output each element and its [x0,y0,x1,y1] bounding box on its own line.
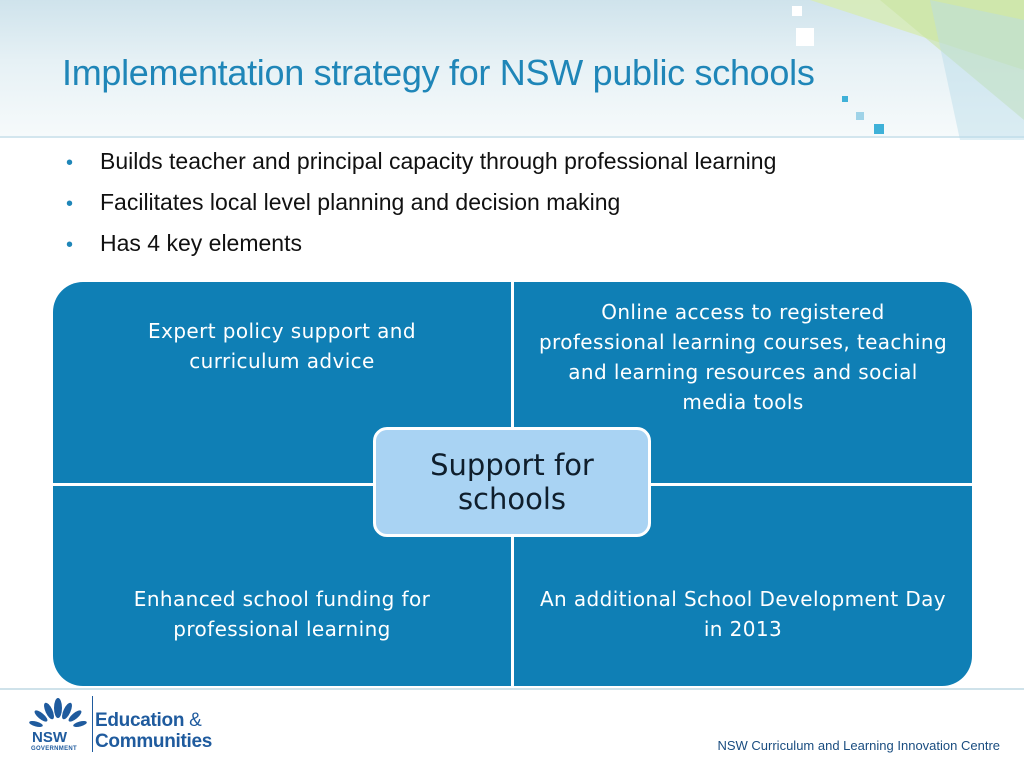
bullet-text: Facilitates local level planning and decision making [100,189,621,215]
logo-government-text: GOVERNMENT [31,746,78,752]
logo-nsw-text: NSW [32,729,67,746]
bullet-list [66,148,776,271]
center-box [373,427,651,537]
logo-ampersand: & [189,710,202,731]
quadrant-text: Expert policy support and curriculum advice [148,319,416,373]
footer-divider [0,688,1024,690]
quadrant-text: Online access to registered professional learning courses, teaching and learning resources and social media tools [538,300,948,414]
bullet-item [66,189,776,230]
slide-title: Implementation strategy for NSW public schools [62,52,815,93]
center-text: Support for schools [430,448,594,516]
nsw-logo [28,694,228,756]
quadrant-text: An additional School Development Day in 2013 [539,587,947,641]
bullet-dot-icon: • [66,234,74,256]
bullet-text: Builds teacher and principal capacity through professional learning [100,148,777,174]
logo-communities-text: Communities [95,731,213,752]
bullet-item [66,148,776,189]
logo-divider [92,696,93,752]
logo-education-word: Education [95,710,185,731]
footer-credit: NSW Curriculum and Learning Innovation Centre [717,738,1000,753]
support-diagram [53,282,972,686]
bullet-dot-icon: • [66,193,74,215]
bullet-item [66,230,776,271]
bullet-dot-icon: • [66,152,74,174]
quadrant-text: Enhanced school funding for professional learning [133,587,431,641]
bullet-text: Has 4 key elements [100,230,302,256]
logo-education-text [95,710,202,732]
